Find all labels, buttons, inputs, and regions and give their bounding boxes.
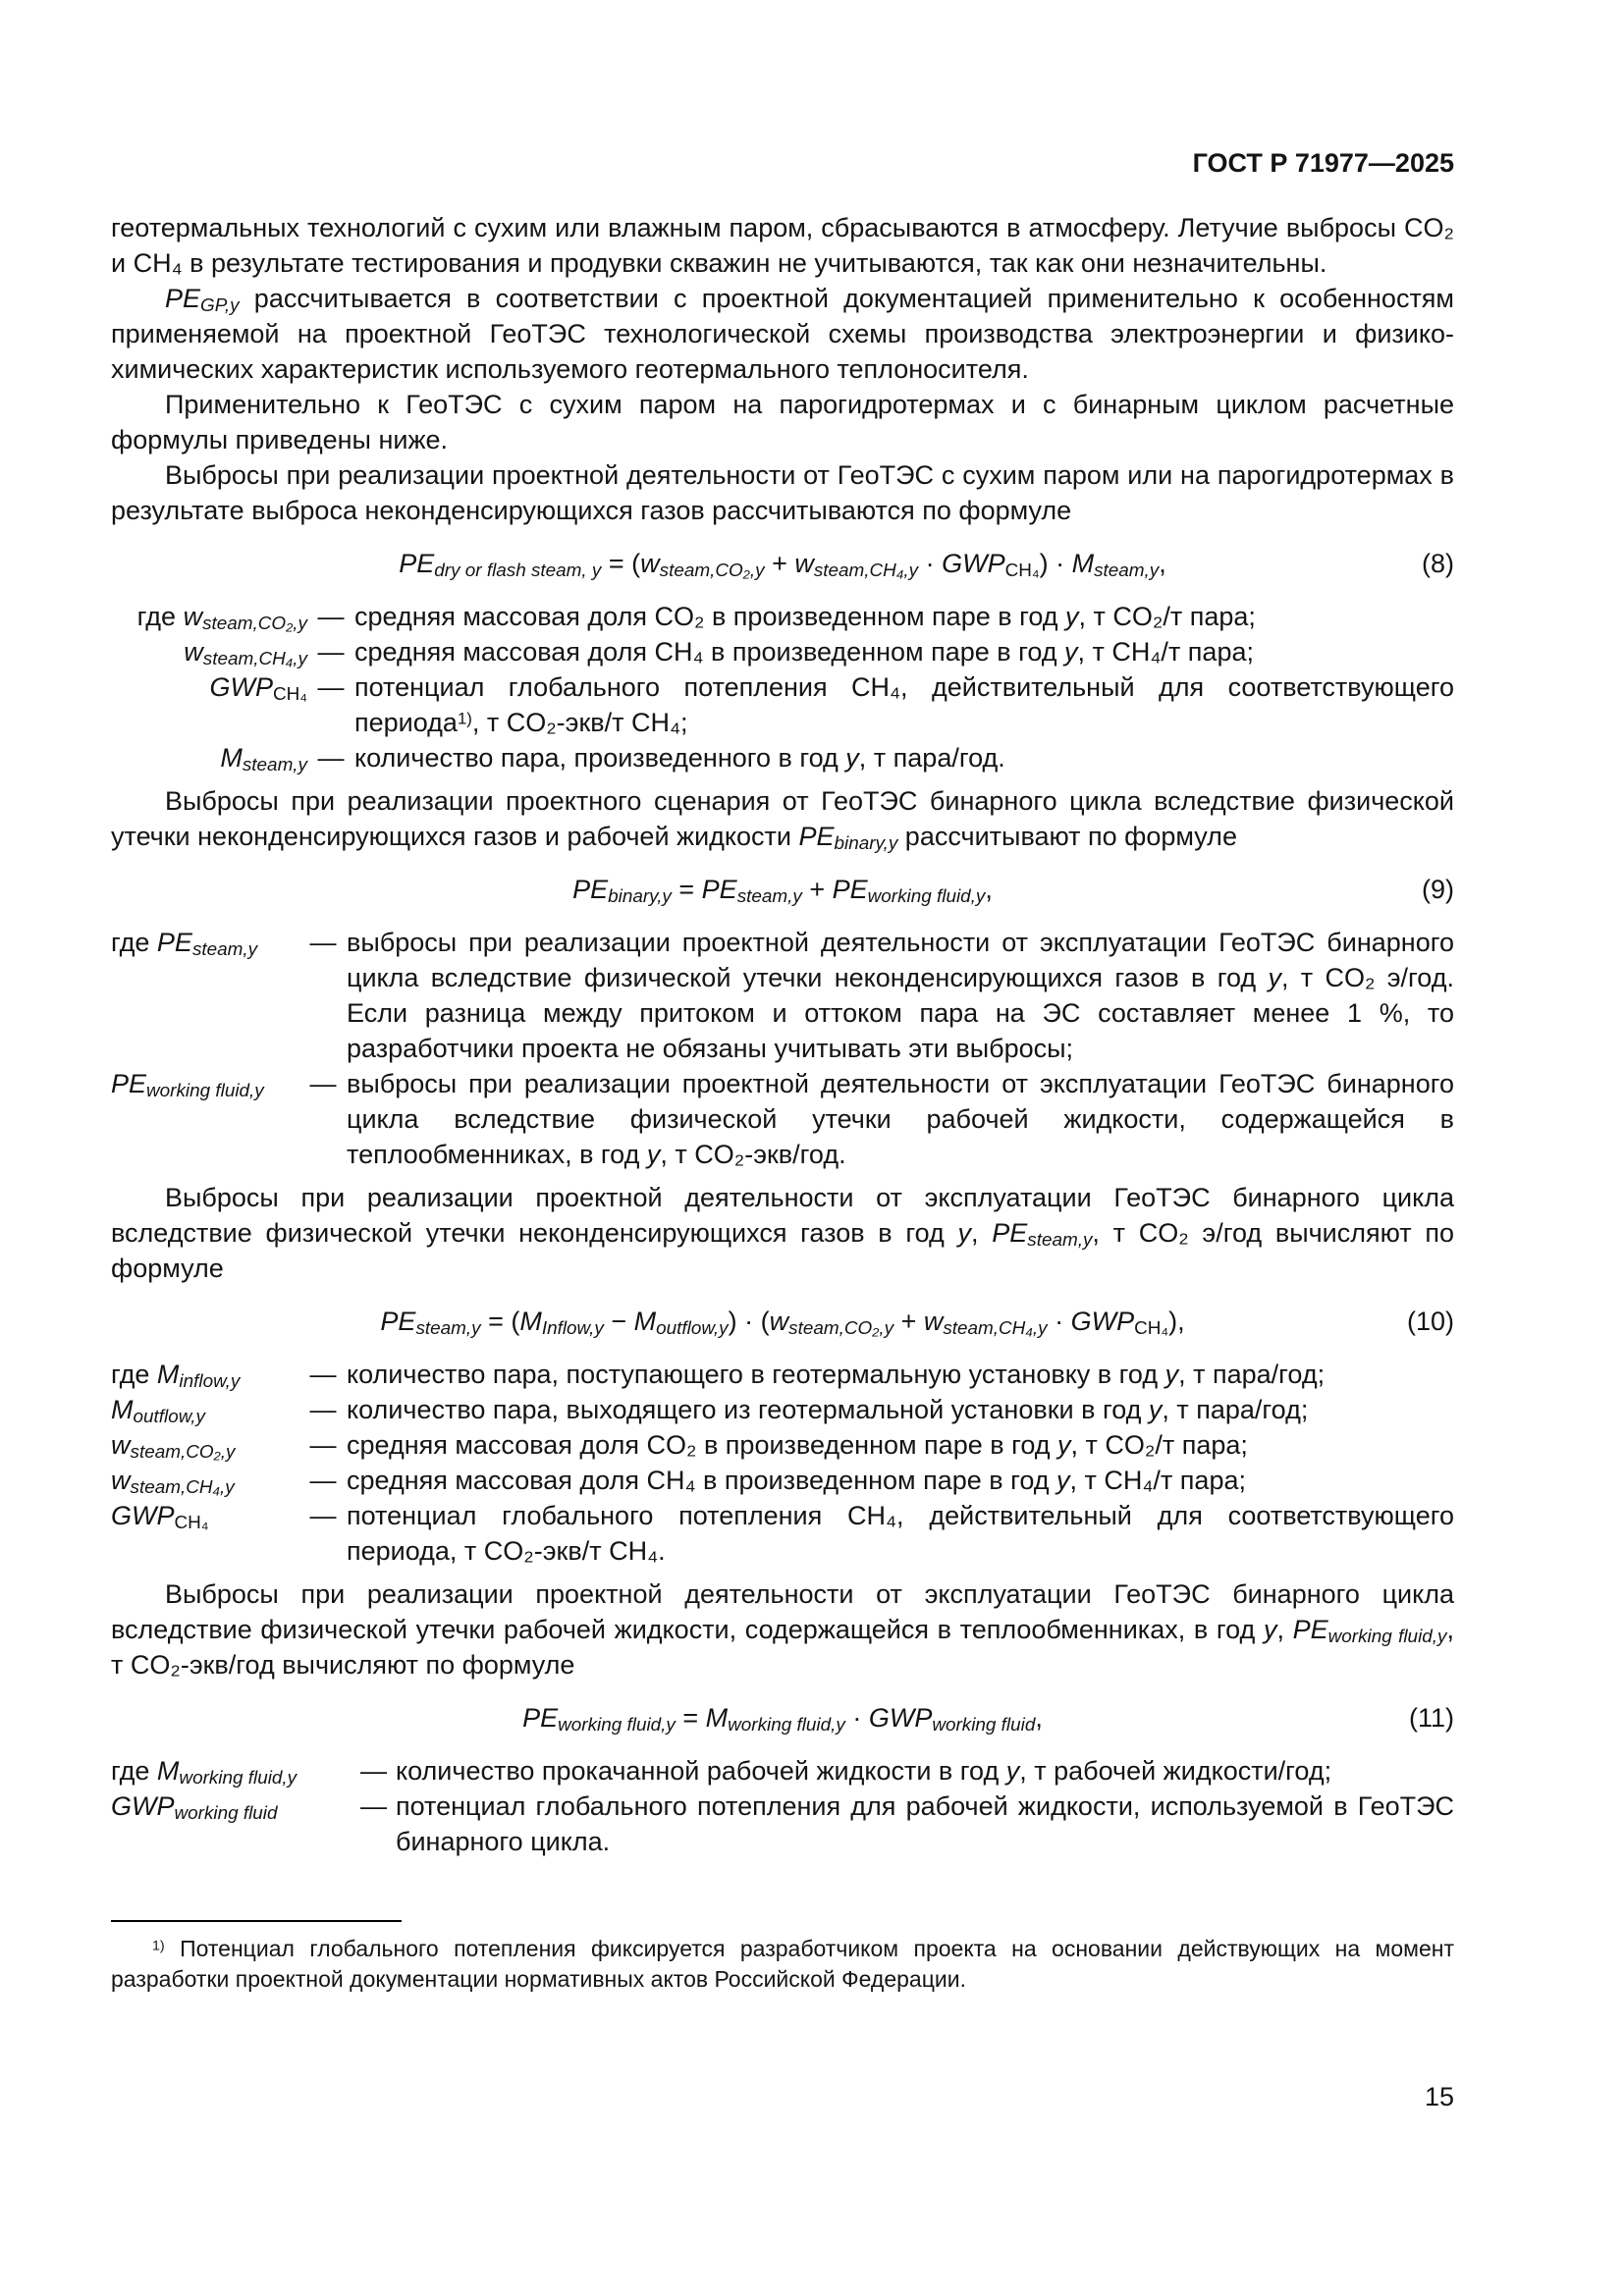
formula-11-expression: PEworking fluid,y = Mworking fluid,y · GWPworking fluid, xyxy=(522,1703,1043,1735)
definitions-formula-11 xyxy=(111,1753,1454,1859)
definition-term: wsteam,CH₄,y xyxy=(111,1466,235,1498)
definitions-formula-8 xyxy=(111,599,1454,775)
definition-term: GWPCH₄ xyxy=(111,1501,209,1533)
footnote-text: $^{1)}$ Потенциал глобального потепления фиксируется разработчиком проекта на основании действующих на момент разработки проектной документации нормативных актов Российской Федерации. xyxy=(111,1936,1454,1992)
paragraph-pe-gp: PEGP,y рассчитывается в соответствии с проектной документацией применительно к особенностям применяемой на проектной ГеоТЭС технологической схемы производства электроэнергии и физико-химических характеристик используемого геотермального теплоносителя. xyxy=(111,284,1454,384)
formula-10 xyxy=(111,1304,1454,1339)
definition-term: где Minflow,y xyxy=(111,1360,241,1392)
definition-term: GWPworking fluid xyxy=(111,1791,278,1824)
definition-dash: — xyxy=(309,1360,337,1389)
definition-dash: — xyxy=(317,672,345,702)
definition-text: средняя массовая доля CH₄ в произведенном паре в год y, т CH₄/т пара; xyxy=(347,1466,1246,1495)
definition-dash: — xyxy=(309,1430,337,1460)
definition-dash: — xyxy=(360,1791,387,1821)
paragraph-applicability: Применительно к ГеоТЭС с сухим паром на парогидротермах и с бинарным циклом расчетные формулы приведены ниже. xyxy=(111,390,1454,454)
definition-dash: — xyxy=(317,637,345,667)
definition-dash: — xyxy=(360,1756,387,1786)
definition-text: количество пара, поступающего в геотермальную установку в год y, т пара/год; xyxy=(347,1360,1326,1389)
formula-11-number: (11) xyxy=(1408,1703,1454,1733)
paragraph-steam-leak-intro: Выбросы при реализации проектной деятельности от эксплуатации ГеоТЭС бинарного цикла вследствие физической утечки неконденсирующихся газов в год y, PEsteam,y, т CO₂ э/год вычисляют по формуле xyxy=(111,1183,1455,1283)
page-content xyxy=(111,145,1454,1867)
footnote-separator xyxy=(111,1920,402,1922)
paragraph-dry-steam-intro: Выбросы при реализации проектной деятельности от ГеоТЭС с сухим паром или на парогидротермах в результате выброса неконденсирующихся газов рассчитываются по формуле xyxy=(111,460,1454,525)
definition-term: wsteam,CO₂,y xyxy=(111,1430,236,1463)
definition-text: средняя массовая доля CO₂ в произведенном паре в год y, т CO₂/т пара; xyxy=(354,602,1256,631)
definition-text: количество пара, произведенного в год y, т пара/год. xyxy=(354,743,1005,773)
definition-text: потенциал глобального потепления CH₄, действительный для соответствующего периода$^{1)}$, т CO₂-экв/т CH₄; xyxy=(354,672,1454,737)
definition-dash: — xyxy=(317,602,345,631)
definition-text: потенциал глобального потепления для рабочей жидкости, используемой в ГеоТЭС бинарного цикла. xyxy=(396,1791,1454,1856)
definition-text: количество пара, выходящего из геотермальной установки в год y, т пара/год; xyxy=(347,1395,1309,1424)
definition-text: выбросы при реализации проектной деятельности от эксплуатации ГеоТЭС бинарного цикла вследствие физической утечки неконденсирующихся газов в год y, т CO₂ э/год. Если разница между притоком и оттоком пара на ЭС составляет менее 1 %, то разработчики проекта не обязаны учитывать эти выбросы; xyxy=(347,928,1454,1063)
formula-10-expression: PEsteam,y = (MInflow,y − Moutflow,y) · (wsteam,CO₂,y + wsteam,CH₄,y · GWPCH₄), xyxy=(380,1307,1185,1339)
definition-term: PEworking fluid,y xyxy=(111,1069,264,1101)
definition-term: Moutflow,y xyxy=(111,1395,206,1427)
definition-text: средняя массовая доля CH₄ в произведенном паре в год y, т CH₄/т пара; xyxy=(354,637,1254,667)
formula-10-number: (10) xyxy=(1406,1307,1454,1336)
definition-dash: — xyxy=(317,743,345,773)
definition-term: GWPCH₄ xyxy=(209,672,307,705)
formula-8-number: (8) xyxy=(1422,549,1454,578)
definition-text: средняя массовая доля CO₂ в произведенном паре в год y, т CO₂/т пара; xyxy=(347,1430,1248,1460)
definition-term: где PEsteam,y xyxy=(111,928,258,960)
definition-text: количество прокачанной рабочей жидкости в год y, т рабочей жидкости/год; xyxy=(396,1756,1332,1786)
formula-9-expression: PEbinary,y = PEsteam,y + PEworking fluid,y, xyxy=(572,875,993,907)
definition-text: потенциал глобального потепления CH₄, действительный для соответствующего периода, т CO₂-экв/т CH₄. xyxy=(347,1501,1454,1566)
definitions-formula-10 xyxy=(111,1357,1454,1569)
paragraph-continuation: геотермальных технологий с сухим или влажным паром, сбрасываются в атмосферу. Летучие выбросы CO₂ и CH₄ в результате тестирования и продувки скважин не учитываются, так как они незначительны. xyxy=(111,213,1454,278)
definition-term: wsteam,CH₄,y xyxy=(184,637,307,669)
definitions-formula-9 xyxy=(111,925,1454,1172)
formula-11 xyxy=(111,1700,1454,1735)
formula-8-expression: PEdry or flash steam, y = (wsteam,CO₂,y + wsteam,CH₄,y · GWPCH₄) · Msteam,y, xyxy=(399,549,1166,581)
definition-dash: — xyxy=(309,1501,337,1530)
definition-dash: — xyxy=(309,928,337,957)
definition-term: где Mworking fluid,y xyxy=(111,1756,298,1789)
formula-8 xyxy=(111,546,1454,581)
paragraph-binary-intro: Выбросы при реализации проектного сценария от ГеоТЭС бинарного цикла вследствие физической утечки неконденсирующихся газов и рабочей жидкости PEbinary,y рассчитывают по формуле xyxy=(111,786,1454,854)
paragraph-working-fluid-intro: Выбросы при реализации проектной деятельности от эксплуатации ГеоТЭС бинарного цикла вследствие физической утечки рабочей жидкости, содержащейся в теплообменниках, в год y, PEworking fluid,y, т CO₂-экв/год вычисляют по формуле xyxy=(111,1579,1454,1680)
page-header: ГОСТ Р 71977—2025 xyxy=(1192,148,1454,178)
formula-9 xyxy=(111,872,1454,907)
definition-text: выбросы при реализации проектной деятельности от эксплуатации ГеоТЭС бинарного цикла вследствие физической утечки рабочей жидкости, содержащейся в теплообменниках, в год y, т CO₂-экв/год. xyxy=(347,1069,1454,1169)
definition-dash: — xyxy=(309,1069,337,1098)
formula-9-number: (9) xyxy=(1422,875,1454,904)
definition-dash: — xyxy=(309,1395,337,1424)
definition-dash: — xyxy=(309,1466,337,1495)
footnote xyxy=(111,1920,1454,1995)
page-number: 15 xyxy=(1424,2082,1454,2111)
definition-term: Msteam,y xyxy=(220,743,307,775)
definition-term: где wsteam,CO₂,y xyxy=(136,602,307,634)
